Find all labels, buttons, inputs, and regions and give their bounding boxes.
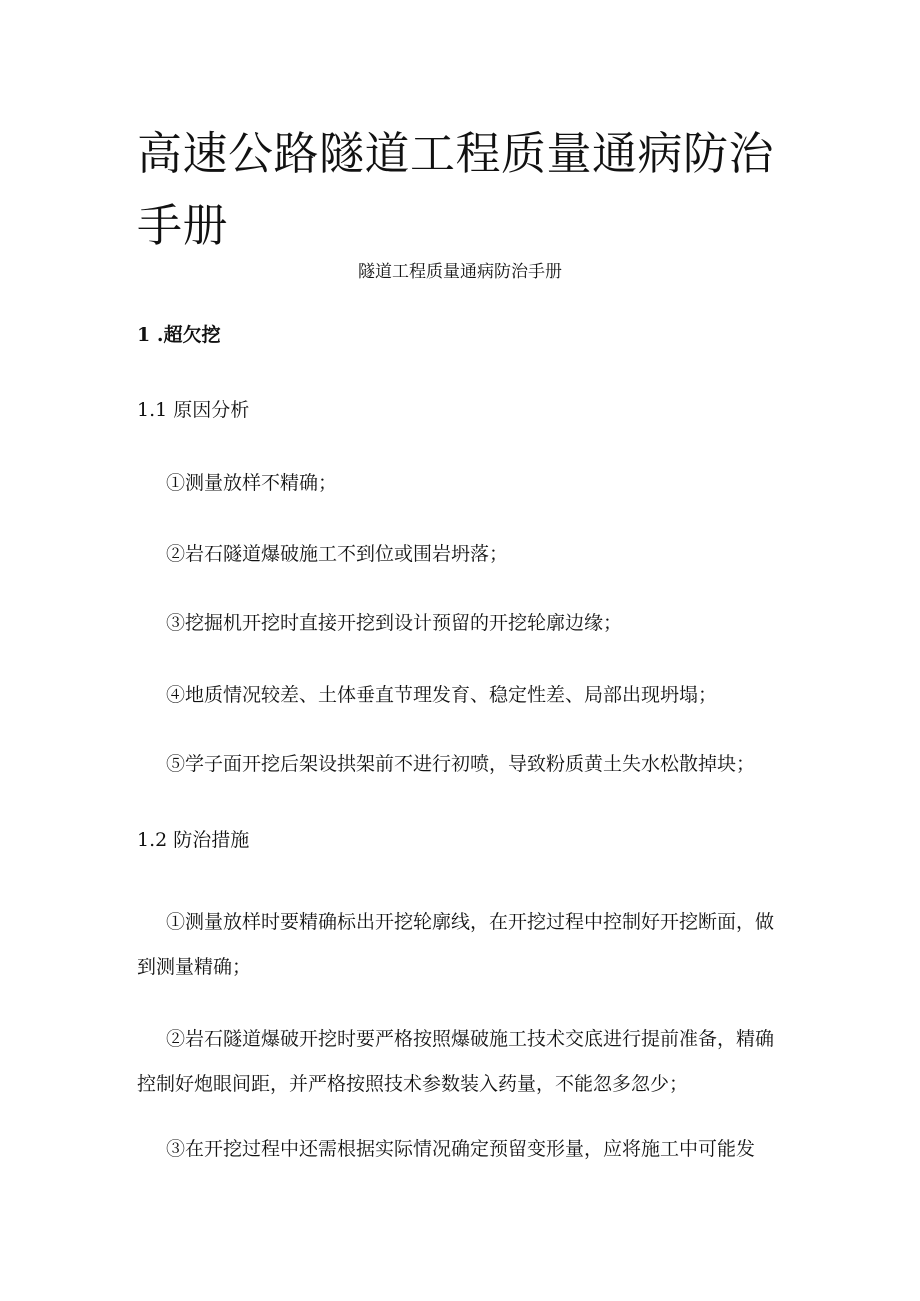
section-1-1-heading: 1.1 原因分析 [137, 399, 250, 421]
document-subtitle: 隧道工程质量通病防治手册 [358, 262, 562, 282]
cause-item-2: ②岩石隧道爆破施工不到位或围岩坍落； [166, 543, 509, 565]
cause-item-1: ①测量放样不精确； [166, 472, 338, 494]
section-1-heading: 1 .超欠挖 [137, 324, 221, 346]
cause-item-4: ④地质情况较差、土体垂直节理发育、稳定性差、局部出现坍塌； [166, 684, 718, 706]
measure-item-2: ②岩石隧道爆破开挖时要严格按照爆破施工技术交底进行提前准备，精确控制好炮眼间距，并严格按照技术参数装入药量，不能忽多忽少； [137, 1028, 775, 1095]
measure-item-3: ③在开挖过程中还需根据实际情况确定预留变形量，应将施工中可能发 [166, 1138, 756, 1160]
measure-item-1: ①测量放样时要精确标出开挖轮廓线，在开挖过程中控制好开挖断面，做到测量精确； [137, 911, 775, 978]
cause-item-3: ③挖掘机开挖时直接开挖到设计预留的开挖轮廓边缘； [166, 612, 623, 634]
document-title: 高速公路隧道工程质量通病防治手册 [137, 127, 775, 252]
cause-item-5: ⑤学子面开挖后架设拱架前不进行初喷，导致粉质黄土失水松散掉块； [166, 753, 756, 775]
section-1-2-heading: 1.2 防治措施 [137, 829, 250, 851]
